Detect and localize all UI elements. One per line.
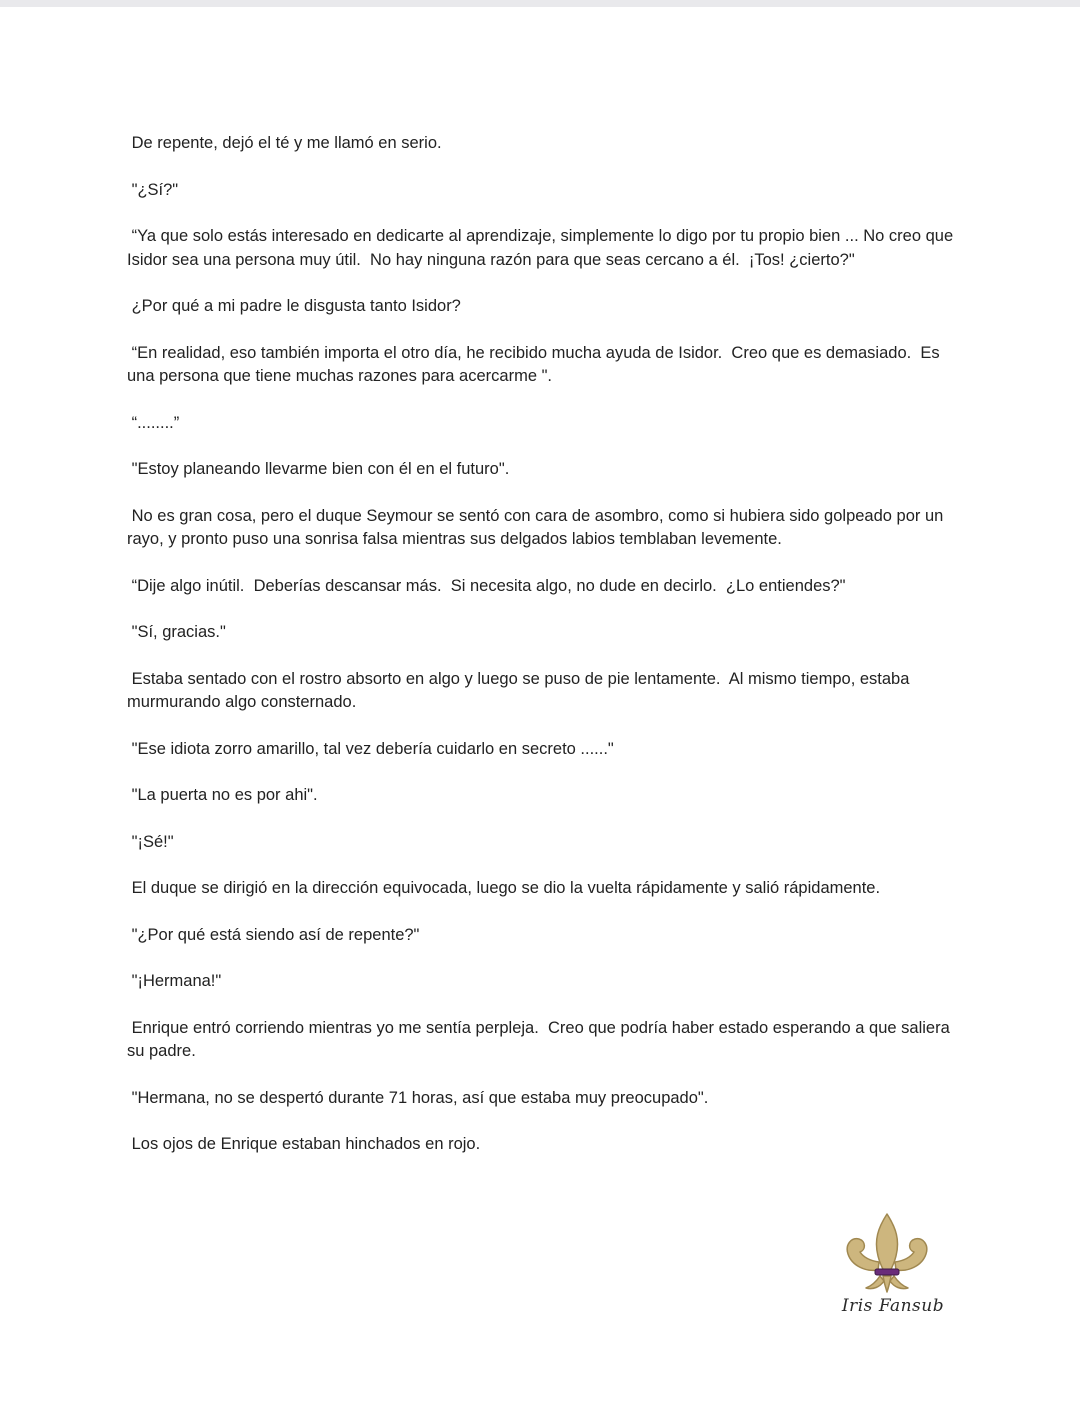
paragraph: Los ojos de Enrique estaban hinchados en rojo.: [127, 1135, 481, 1153]
watermark-text: Iris Fansub: [841, 1296, 945, 1316]
paragraph: El duque se dirigió en la dirección equivocada, luego se dio la vuelta rápidamente y salió rápidamente.: [127, 879, 881, 897]
paragraph: "Hermana, no se despertó durante 71 horas, así que estaba muy preocupado".: [127, 1088, 709, 1107]
paragraph: "¡Sé!": [127, 832, 174, 851]
paragraph: "Sí, gracias.": [127, 623, 226, 641]
paragraph: Enrique entró corriendo mientras yo me sentía perpleja. Creo que podría haber estado esperando a que saliera su padre.: [127, 1018, 955, 1060]
fleur-de-lis-icon: [838, 1212, 948, 1296]
paragraph: "¿Por qué está siendo así de repente?": [127, 925, 420, 944]
paragraph: “En realidad, eso también importa el otro día, he recibido mucha ayuda de Isidor. Creo que es demasiado. Es una persona que tiene muchas razones para acercarme ".: [127, 343, 945, 385]
paragraph: “........”: [127, 413, 180, 432]
paragraph: Estaba sentado con el rostro absorto en algo y luego se puso de pie lentamente. Al mismo tiempo, estaba murmurando algo consternado.: [127, 669, 914, 711]
paragraph: No es gran cosa, pero el duque Seymour se sentó con cara de asombro, como si hubiera sido golpeado por un rayo, y pronto puso una sonrisa falsa mientras sus delgados labios temblaban levemente.: [127, 506, 948, 548]
paragraph: "La puerta no es por ahi".: [127, 786, 318, 804]
paragraph: "¿Sí?": [127, 180, 179, 199]
paragraph: “Dije algo inútil. Deberías descansar más. Si necesita algo, no dude en decirlo. ¿Lo entiendes?": [127, 576, 846, 595]
paragraph: "Ese idiota zorro amarillo, tal vez debería cuidarlo en secreto ......": [127, 739, 614, 758]
watermark-logo: [838, 1212, 948, 1327]
paragraph: "¡Hermana!": [127, 972, 222, 990]
paragraph: “Ya que solo estás interesado en dedicarte al aprendizaje, simplemente lo digo por tu propio bien ... No creo que Isidor sea una persona muy útil. No hay ninguna razón para que seas cercano a él. ¡Tos! ¿cierto?": [127, 227, 958, 269]
paragraph: "Estoy planeando llevarme bien con él en el futuro".: [127, 460, 510, 478]
document-text-body: [127, 132, 957, 1180]
paragraph: De repente, dejó el té y me llamó en serio.: [127, 134, 442, 152]
paragraph: ¿Por qué a mi padre le disgusta tanto Isidor?: [127, 297, 461, 315]
top-edge-bar: [0, 0, 1080, 7]
